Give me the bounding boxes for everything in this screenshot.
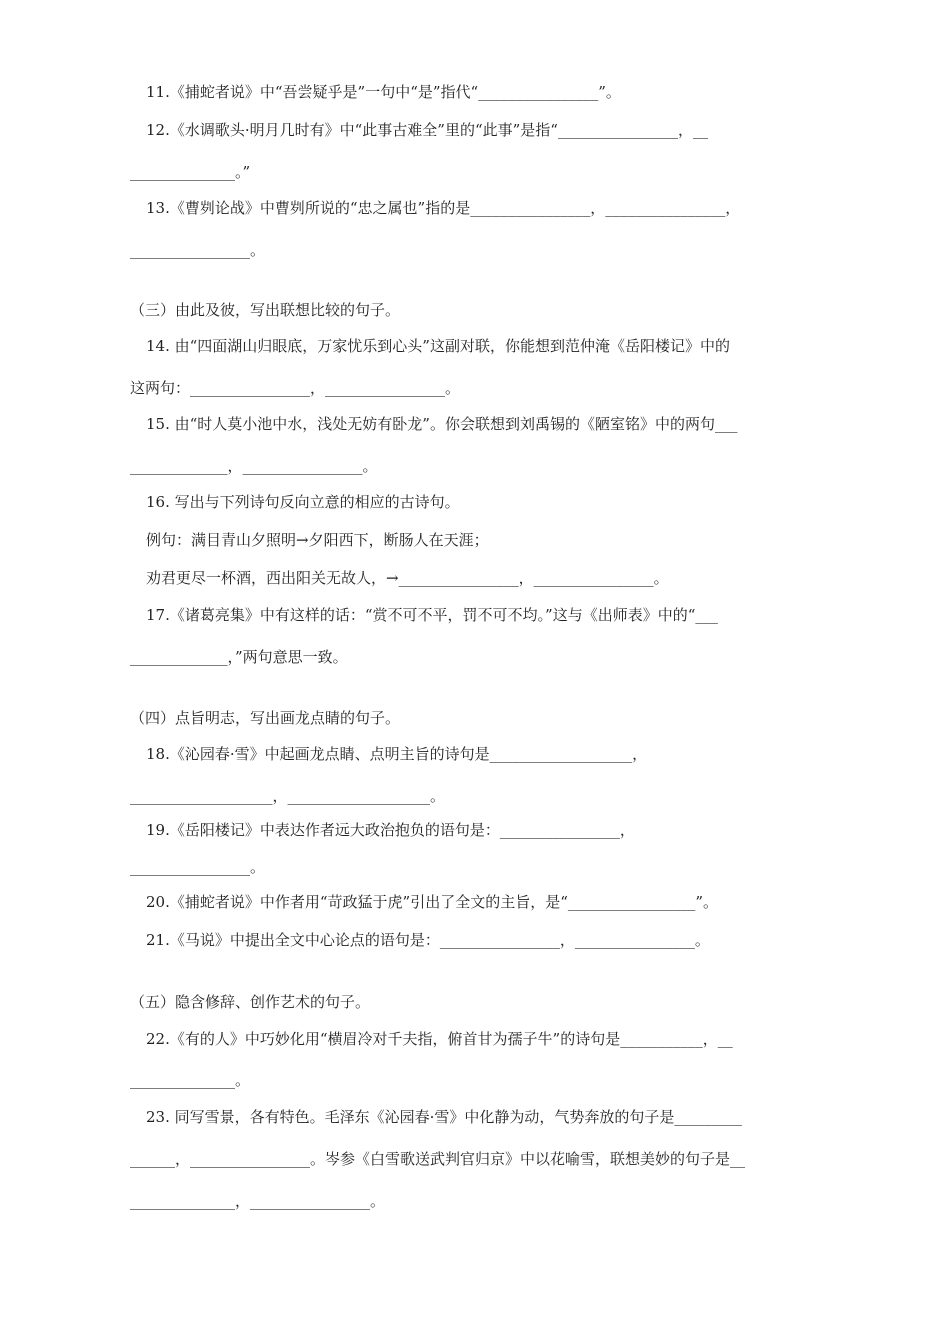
question-19: 19.《岳阳楼记》中表达作者远大政治抱负的语句是：________________， xyxy=(146,821,635,839)
question-23-line-3: ______________，________________。 xyxy=(130,1192,386,1210)
question-14-continued: 这两句：________________，________________。 xyxy=(130,379,461,397)
question-14: 14. 由“四面湖山归眼底，万家忧乐到心头”这副对联，你能想到范仲淹《岳阳楼记》中的 xyxy=(146,337,730,355)
question-13: 13.《曹刿论战》中曹刿所说的“忠之属也”指的是________________，________________， xyxy=(146,199,741,217)
question-15-continued: _____________，________________。 xyxy=(130,457,378,475)
question-16: 16. 写出与下列诗句反向立意的相应的古诗句。 xyxy=(146,493,460,511)
question-11: 11.《捕蛇者说》中“吾尝疑乎是”一句中“是”指代“________________”。 xyxy=(146,83,621,101)
question-16-prompt: 劝君更尽一杯酒，西出阳关无故人，→________________，________________。 xyxy=(146,569,669,587)
question-12: 12.《水调歌头·明月几时有》中“此事古难全”里的“此事”是指“________________，__ xyxy=(146,121,708,139)
question-18-continued: ___________________，___________________。 xyxy=(130,787,446,805)
section-heading-4: （四）点旨明志，写出画龙点睛的句子。 xyxy=(130,709,401,727)
question-16-example: 例句：满目青山夕照明→夕阳西下，断肠人在天涯； xyxy=(146,531,489,549)
question-20: 20.《捕蛇者说》中作者用“苛政猛于虎”引出了全文的主旨，是“_________________”。 xyxy=(146,893,719,911)
question-13-continued: ________________。 xyxy=(130,241,266,259)
question-18: 18.《沁园春·雪》中起画龙点睛、点明主旨的诗句是___________________， xyxy=(146,745,648,763)
question-17: 17.《诸葛亮集》中有这样的话：“赏不可不平，罚不可不均。”这与《出师表》中的“___ xyxy=(146,606,718,624)
question-23: 23. 同写雪景，各有特色。毛泽东《沁园春·雪》中化静为动，气势奔放的句子是_________ xyxy=(146,1108,742,1126)
question-12-continued: ______________。” xyxy=(130,163,251,181)
question-21: 21.《马说》中提出全文中心论点的语句是：________________，________________。 xyxy=(146,931,710,949)
question-23-line-2: ______，________________。岑参《白雪歌送武判官归京》中以花喻雪，联想美妙的句子是__ xyxy=(130,1150,746,1168)
question-15: 15. 由“时人莫小池中水，浅处无妨有卧龙”。你会联想到刘禹锡的《陋室铭》中的两句___ xyxy=(146,415,738,433)
question-19-continued: ________________。 xyxy=(130,858,266,876)
question-22: 22.《有的人》中巧妙化用“横眉冷对千夫指，俯首甘为孺子牛”的诗句是___________，__ xyxy=(146,1030,733,1048)
question-22-continued: ______________。 xyxy=(130,1071,251,1089)
section-heading-5: （五）隐含修辞、创作艺术的句子。 xyxy=(130,993,371,1011)
question-17-continued: _____________，”两句意思一致。 xyxy=(130,648,348,666)
section-heading-3: （三）由此及彼，写出联想比较的句子。 xyxy=(130,301,401,319)
